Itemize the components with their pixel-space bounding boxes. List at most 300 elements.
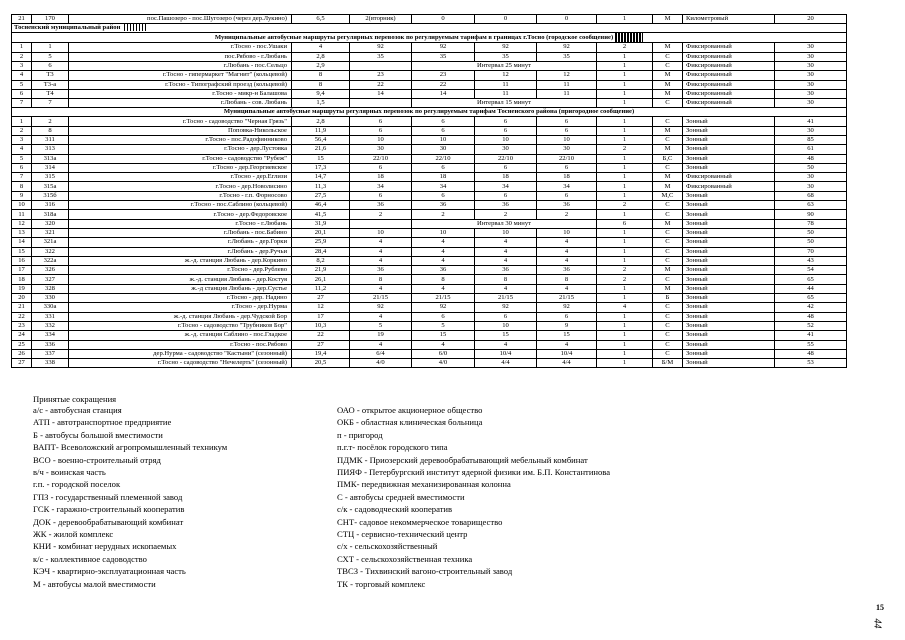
table-cell: 41 bbox=[775, 117, 847, 126]
table-cell: 313а bbox=[32, 154, 69, 163]
table-cell: 4 bbox=[537, 284, 597, 293]
table-cell: 36 bbox=[475, 266, 537, 275]
table-cell: 10 bbox=[475, 136, 537, 145]
table-cell: 20 bbox=[12, 294, 32, 303]
table-cell: 6 bbox=[350, 117, 412, 126]
table-cell: 321 bbox=[32, 228, 69, 237]
table-cell: 2 bbox=[350, 210, 412, 219]
table-cell: С bbox=[653, 163, 683, 172]
table-cell: ж.-д. станция Любань - дер.Чудской Бор bbox=[69, 312, 292, 321]
table-cell: 1 bbox=[597, 99, 653, 108]
table-cell: 4 bbox=[412, 340, 475, 349]
table-cell: 6 bbox=[350, 163, 412, 172]
table-cell: 1 bbox=[597, 182, 653, 191]
table-cell: г.Тосно - садоводство "Нечелерть" (сезонный) bbox=[69, 359, 292, 368]
table-cell: 314 bbox=[32, 163, 69, 172]
table-cell: 50 bbox=[775, 228, 847, 237]
table-cell: 6,5 bbox=[292, 15, 350, 24]
abbreviation-item: к/с - коллективное садоводство bbox=[33, 553, 147, 564]
table-cell: 4 bbox=[475, 284, 537, 293]
table-cell: г.Любань - сов. Любань bbox=[69, 99, 292, 108]
table-cell: 4/4 bbox=[537, 359, 597, 368]
table-cell: 6 bbox=[12, 89, 32, 98]
table-cell: 19,4 bbox=[292, 349, 350, 358]
table-cell: 30 bbox=[412, 145, 475, 154]
table-cell: С bbox=[653, 117, 683, 126]
table-cell: 68 bbox=[775, 191, 847, 200]
table-cell: ж.-д. станция Любань - дер.Коркино bbox=[69, 256, 292, 265]
table-cell: Т3-а bbox=[32, 80, 69, 89]
table-cell: г.Тосно - гипермаркет "Магнит" (кольцевой) bbox=[69, 71, 292, 80]
table-cell: Фиксированный bbox=[683, 71, 775, 80]
table-cell: 4 bbox=[350, 247, 412, 256]
table-cell: 1 bbox=[597, 294, 653, 303]
table-cell: 10 bbox=[412, 228, 475, 237]
table-cell: 22 bbox=[412, 80, 475, 89]
table-cell: Зонный bbox=[683, 228, 775, 237]
table-cell: С bbox=[653, 136, 683, 145]
table-cell: М bbox=[653, 266, 683, 275]
table-cell: 4 bbox=[537, 247, 597, 256]
table-cell: С bbox=[653, 349, 683, 358]
table-cell: 30 bbox=[775, 182, 847, 191]
table-row bbox=[12, 145, 847, 154]
table-cell: 15 bbox=[292, 154, 350, 163]
table-cell: 10 bbox=[537, 136, 597, 145]
table-cell: Зонный bbox=[683, 284, 775, 293]
table-cell: 85 bbox=[775, 136, 847, 145]
table-cell: 18 bbox=[412, 173, 475, 182]
table-cell: 34 bbox=[350, 182, 412, 191]
table-cell: 56,4 bbox=[292, 136, 350, 145]
table-cell: 6 bbox=[537, 163, 597, 172]
table-cell: 6 bbox=[537, 312, 597, 321]
table-row bbox=[12, 266, 847, 275]
table-row bbox=[12, 163, 847, 172]
table-cell: 1 bbox=[597, 52, 653, 61]
table-cell: 6 bbox=[412, 312, 475, 321]
table-cell: 1 bbox=[597, 331, 653, 340]
table-cell: 1 bbox=[597, 80, 653, 89]
table-cell: 328 bbox=[32, 284, 69, 293]
table-cell: 36 bbox=[475, 201, 537, 210]
table-cell: 7 bbox=[12, 99, 32, 108]
table-cell: 30 bbox=[775, 52, 847, 61]
abbreviation-item: ОКБ - областная клиническая больница bbox=[337, 417, 483, 428]
table-cell: 8 bbox=[32, 126, 69, 135]
table-cell: 8 bbox=[475, 275, 537, 284]
table-cell: 30 bbox=[775, 99, 847, 108]
table-cell: 35 bbox=[537, 52, 597, 61]
table-cell: М bbox=[653, 89, 683, 98]
table-cell: 25 bbox=[12, 340, 32, 349]
table-row bbox=[12, 182, 847, 191]
table-cell: М bbox=[653, 182, 683, 191]
table-cell: 78 bbox=[775, 219, 847, 228]
table-cell: 19 bbox=[12, 284, 32, 293]
table-cell: 4 bbox=[12, 71, 32, 80]
table-cell: 6 bbox=[412, 163, 475, 172]
table-cell: 6 bbox=[597, 219, 653, 228]
table-cell: 30 bbox=[775, 89, 847, 98]
table-cell: 1 bbox=[597, 136, 653, 145]
table-cell: г.Тосно - дер.Рублево bbox=[69, 266, 292, 275]
table-cell: пос.Пашозеро - пос.Шугозеро (через дер.Лукино) bbox=[69, 15, 292, 24]
table-cell: 19 bbox=[350, 331, 412, 340]
table-cell: 0 bbox=[537, 15, 597, 24]
table-cell: г.Тосно - пос.Саблино (кольцевой) bbox=[69, 201, 292, 210]
table-cell: г.Любань - дер.Горки bbox=[69, 238, 292, 247]
table-cell: 1 bbox=[597, 154, 653, 163]
table-cell: 20,5 bbox=[292, 359, 350, 368]
abbreviation-item: г.п. - городской поселок bbox=[33, 479, 121, 490]
table-cell: 15 bbox=[412, 331, 475, 340]
table-cell: 4 bbox=[475, 247, 537, 256]
table-cell: 17 bbox=[12, 266, 32, 275]
table-cell: 334 bbox=[32, 331, 69, 340]
section-title-row bbox=[12, 33, 847, 43]
table-cell: 28,4 bbox=[292, 247, 350, 256]
table-cell: 4/0 bbox=[350, 359, 412, 368]
table-cell: Зонный bbox=[683, 163, 775, 172]
table-cell: 52 bbox=[775, 321, 847, 330]
table-row bbox=[12, 219, 847, 228]
table-cell: ж.-д. станция Любань - дер.Костуя bbox=[69, 275, 292, 284]
table-cell: 6 bbox=[475, 191, 537, 200]
table-cell: 42 bbox=[775, 303, 847, 312]
table-cell: 92 bbox=[350, 303, 412, 312]
table-cell: 13 bbox=[12, 228, 32, 237]
table-cell: 44 bbox=[775, 284, 847, 293]
table-cell: 36 bbox=[537, 201, 597, 210]
table-cell: 331 bbox=[32, 312, 69, 321]
table-cell: 313 bbox=[32, 145, 69, 154]
table-cell: 1 bbox=[597, 71, 653, 80]
table-cell: 21/15 bbox=[537, 294, 597, 303]
table-row bbox=[12, 52, 847, 61]
table-cell: 8 bbox=[350, 275, 412, 284]
table-cell: 6 bbox=[475, 117, 537, 126]
table-cell: 36 bbox=[350, 201, 412, 210]
table-cell: 4 bbox=[350, 256, 412, 265]
table-cell: 27,5 bbox=[292, 191, 350, 200]
interval-cell: Интервал 15 минут bbox=[412, 99, 597, 108]
table-cell: С bbox=[653, 321, 683, 330]
table-cell: 22/10 bbox=[412, 154, 475, 163]
table-cell: 15 bbox=[537, 331, 597, 340]
table-cell: С bbox=[653, 340, 683, 349]
table-cell: Зонный bbox=[683, 349, 775, 358]
table-row bbox=[12, 349, 847, 358]
table-cell: 4 bbox=[597, 303, 653, 312]
table-cell: 61 bbox=[775, 145, 847, 154]
table-cell: 7 bbox=[32, 99, 69, 108]
table-cell: 18 bbox=[350, 173, 412, 182]
table-cell: 11,2 bbox=[292, 284, 350, 293]
table-cell: г.Тосно - садоводство "Рубеж" bbox=[69, 154, 292, 163]
table-cell: 322а bbox=[32, 256, 69, 265]
table-cell: С bbox=[653, 256, 683, 265]
table-cell: С bbox=[653, 99, 683, 108]
table-cell: 10 bbox=[412, 136, 475, 145]
table-cell: 92 bbox=[412, 303, 475, 312]
table-cell: 21,9 bbox=[292, 266, 350, 275]
table-cell: 6 bbox=[475, 312, 537, 321]
table-cell bbox=[350, 99, 412, 108]
table-cell: 6 bbox=[412, 126, 475, 135]
abbreviation-item: ТК - торговый комплекс bbox=[337, 578, 426, 589]
table-cell: 16 bbox=[12, 256, 32, 265]
abbreviation-item: ГПЗ - государственный племенной завод bbox=[33, 491, 183, 502]
table-cell: 2 bbox=[597, 43, 653, 52]
table-cell: 14,7 bbox=[292, 173, 350, 182]
abbreviation-item: ОАО - открытое акционерное общество bbox=[337, 405, 483, 415]
table-cell: С bbox=[653, 201, 683, 210]
table-cell: 20,1 bbox=[292, 228, 350, 237]
abbreviation-item: с/х - сельскохозяйственный bbox=[337, 541, 438, 552]
table-cell: 1 bbox=[597, 359, 653, 368]
table-cell: г.Тосно - г.п. Форносово bbox=[69, 191, 292, 200]
table-cell: 8 bbox=[412, 275, 475, 284]
table-cell: 1 bbox=[597, 163, 653, 172]
table-cell: 1 bbox=[597, 238, 653, 247]
table-cell: 30 bbox=[775, 43, 847, 52]
table-row bbox=[12, 43, 847, 52]
table-cell: 1,5 bbox=[292, 99, 350, 108]
table-cell: 332 bbox=[32, 321, 69, 330]
table-row bbox=[12, 284, 847, 293]
table-cell: М,С bbox=[653, 191, 683, 200]
table-cell: 8 bbox=[12, 182, 32, 191]
abbreviations-title: Принятые сокращения bbox=[33, 394, 117, 404]
table-row bbox=[12, 256, 847, 265]
abbreviation-item: п.г.т- посёлок городского типа bbox=[337, 442, 448, 453]
table-cell: С bbox=[653, 61, 683, 70]
table-cell: 10/4 bbox=[475, 349, 537, 358]
table-cell: 22 bbox=[12, 312, 32, 321]
table-cell: 0 bbox=[475, 15, 537, 24]
table-cell: пос.Рябово - г.Любань bbox=[69, 52, 292, 61]
table-cell: 4 bbox=[12, 145, 32, 154]
table-cell: 330а bbox=[32, 303, 69, 312]
table-cell: 21 bbox=[12, 303, 32, 312]
table-cell: 2 bbox=[537, 210, 597, 219]
table-row bbox=[12, 154, 847, 163]
table-cell: 1 bbox=[597, 256, 653, 265]
table-cell: г.Тосно - дер. Надино bbox=[69, 294, 292, 303]
table-cell: 17 bbox=[292, 312, 350, 321]
table-cell: М bbox=[653, 173, 683, 182]
table-cell: М bbox=[653, 15, 683, 24]
table-cell: 6 bbox=[412, 191, 475, 200]
table-cell: 34 bbox=[412, 182, 475, 191]
table-row bbox=[12, 201, 847, 210]
table-cell: 48 bbox=[775, 349, 847, 358]
table-cell: г.Тосно - г.Любань bbox=[69, 219, 292, 228]
table-row bbox=[12, 136, 847, 145]
table-cell: С bbox=[653, 210, 683, 219]
table-cell: Зонный bbox=[683, 145, 775, 154]
table-cell: 2 bbox=[597, 266, 653, 275]
barcode-mark bbox=[124, 24, 146, 31]
table-cell: 9,4 bbox=[292, 89, 350, 98]
table-cell: г.Тосно - садоводство "Черная Грязь" bbox=[69, 117, 292, 126]
table-cell: 12 bbox=[537, 71, 597, 80]
table-cell: 2,9 bbox=[292, 61, 350, 70]
table-cell: Зонный bbox=[683, 219, 775, 228]
table-cell: 330 bbox=[32, 294, 69, 303]
table-cell: 92 bbox=[350, 43, 412, 52]
abbreviation-item: СНТ- садовое некоммерческое товарищество bbox=[337, 516, 503, 527]
table-cell: 9 bbox=[537, 321, 597, 330]
section-title: Муниципальные автобусные маршруты регулярных перевозок по регулируемым тарифам в границах г.Тосно (городское сообщение) bbox=[12, 33, 847, 43]
table-cell: 4 bbox=[537, 340, 597, 349]
table-cell: Зонный bbox=[683, 117, 775, 126]
table-cell: Зонный bbox=[683, 154, 775, 163]
abbreviation-item: ВАПТ- Всеволожский агропромышленный техникум bbox=[33, 442, 228, 453]
table-cell: 35 bbox=[350, 52, 412, 61]
table-cell: 1 bbox=[597, 61, 653, 70]
table-cell: 320 bbox=[32, 219, 69, 228]
table-cell: 1 bbox=[597, 284, 653, 293]
table-cell: 4 bbox=[537, 256, 597, 265]
table-cell: 4 bbox=[350, 340, 412, 349]
table-cell: 18 bbox=[12, 275, 32, 284]
abbreviation-item: ДОК - деревообрабатывающий комбинат bbox=[33, 516, 184, 527]
table-cell: 10 bbox=[475, 321, 537, 330]
table-cell: 2 bbox=[597, 275, 653, 284]
table-cell: 1 bbox=[32, 43, 69, 52]
table-cell: 5 bbox=[32, 52, 69, 61]
abbreviation-item: ПДМК - Приозерский деревообрабатывающий мебельный комбинат bbox=[337, 454, 588, 465]
table-cell: 315б bbox=[32, 191, 69, 200]
table-cell: 337 bbox=[32, 349, 69, 358]
table-cell: 6/0 bbox=[412, 349, 475, 358]
table-cell: М bbox=[653, 219, 683, 228]
table-cell: Зонный bbox=[683, 359, 775, 368]
table-cell: 3 bbox=[12, 61, 32, 70]
table-cell: 15 bbox=[475, 331, 537, 340]
table-cell: 4 bbox=[412, 284, 475, 293]
table-cell: 21/15 bbox=[350, 294, 412, 303]
table-cell: 2 bbox=[412, 210, 475, 219]
table-cell: 30 bbox=[775, 71, 847, 80]
table-cell: 6 bbox=[537, 117, 597, 126]
table-cell: 26,1 bbox=[292, 275, 350, 284]
table-cell: Зонный bbox=[683, 256, 775, 265]
table-cell: ж.-д станция Любань - дер.Сустье bbox=[69, 284, 292, 293]
table-cell: 14 bbox=[350, 89, 412, 98]
table-cell: 2 bbox=[475, 210, 537, 219]
table-cell: 6 bbox=[537, 191, 597, 200]
table-cell: С bbox=[653, 52, 683, 61]
table-row bbox=[12, 210, 847, 219]
table-cell: 5 bbox=[12, 80, 32, 89]
table-cell: 48 bbox=[775, 312, 847, 321]
interval-cell: Интервал 30 минут bbox=[412, 219, 597, 228]
table-cell: Километровый bbox=[683, 15, 775, 24]
table-cell: Б,С bbox=[653, 154, 683, 163]
table-cell: 1 bbox=[597, 117, 653, 126]
district-header: Тосненский муниципальный район bbox=[12, 24, 847, 33]
table-cell: С bbox=[653, 228, 683, 237]
table-row bbox=[12, 331, 847, 340]
abbreviation-item: а/с - автобусная станция bbox=[33, 405, 122, 415]
table-cell: 14 bbox=[12, 238, 32, 247]
table-cell: г.Тосно - пос.Ушаки bbox=[69, 43, 292, 52]
table-cell: 11 bbox=[12, 210, 32, 219]
table-cell: 1 bbox=[597, 321, 653, 330]
table-cell: 4 bbox=[412, 238, 475, 247]
abbreviations-column-right bbox=[337, 404, 657, 590]
table-cell: 11 bbox=[475, 89, 537, 98]
table-cell: г.Тосно - дер.Новолисино bbox=[69, 182, 292, 191]
table-cell: 27 bbox=[292, 340, 350, 349]
table-cell: 6 bbox=[32, 61, 69, 70]
table-row bbox=[12, 61, 847, 70]
table-cell: Б/М bbox=[653, 359, 683, 368]
table-cell: Зонный bbox=[683, 331, 775, 340]
table-cell: дер.Нурма - садоводство "Кастыни" (сезонный) bbox=[69, 349, 292, 358]
table-cell: 6 bbox=[475, 126, 537, 135]
table-cell: 27 bbox=[12, 359, 32, 368]
table-cell: 5 bbox=[412, 321, 475, 330]
table-cell: 22/10 bbox=[350, 154, 412, 163]
abbreviation-item: п - пригород bbox=[337, 429, 383, 440]
table-row bbox=[12, 228, 847, 237]
table-cell: 1 bbox=[597, 191, 653, 200]
table-cell: 48 bbox=[775, 154, 847, 163]
table-cell: 90 bbox=[775, 210, 847, 219]
table-cell: 55 bbox=[775, 340, 847, 349]
table-cell: 10 bbox=[350, 228, 412, 237]
table-cell: г.Тосно - садоводство "Трубников Бор" bbox=[69, 321, 292, 330]
table-cell: 92 bbox=[412, 43, 475, 52]
table-cell: 1 bbox=[597, 173, 653, 182]
table-cell: 6 bbox=[12, 163, 32, 172]
table-cell: 4 bbox=[350, 238, 412, 247]
abbreviations-column-left bbox=[33, 404, 323, 590]
table-cell: 10/4 bbox=[537, 349, 597, 358]
table-cell: 2 bbox=[12, 126, 32, 135]
table-cell: 1 bbox=[597, 210, 653, 219]
table-cell: г.Любань - пос.Сельцо bbox=[69, 61, 292, 70]
abbreviation-item: ТВСЗ - Тихвинский вагоно-строительный завод bbox=[337, 566, 513, 577]
table-cell: 21/15 bbox=[412, 294, 475, 303]
table-cell: 7 bbox=[12, 173, 32, 182]
table-cell: 327 bbox=[32, 275, 69, 284]
table-cell: 336 bbox=[32, 340, 69, 349]
table-cell: Зонный bbox=[683, 247, 775, 256]
table-row bbox=[12, 173, 847, 182]
table-cell: 9 bbox=[12, 191, 32, 200]
table-row bbox=[12, 275, 847, 284]
table-cell: 4 bbox=[537, 238, 597, 247]
table-cell: 326 bbox=[32, 266, 69, 275]
table-cell: Зонный bbox=[683, 201, 775, 210]
table-row bbox=[12, 99, 847, 108]
table-row bbox=[12, 126, 847, 135]
table-row bbox=[12, 359, 847, 368]
table-cell: М bbox=[653, 80, 683, 89]
table-cell: 36 bbox=[412, 266, 475, 275]
table-cell: 6 bbox=[350, 126, 412, 135]
table-cell: 3 bbox=[12, 136, 32, 145]
table-cell: С bbox=[653, 247, 683, 256]
table-cell: 18 bbox=[475, 173, 537, 182]
barcode-mark bbox=[615, 33, 643, 42]
table-cell: 15 bbox=[12, 247, 32, 256]
